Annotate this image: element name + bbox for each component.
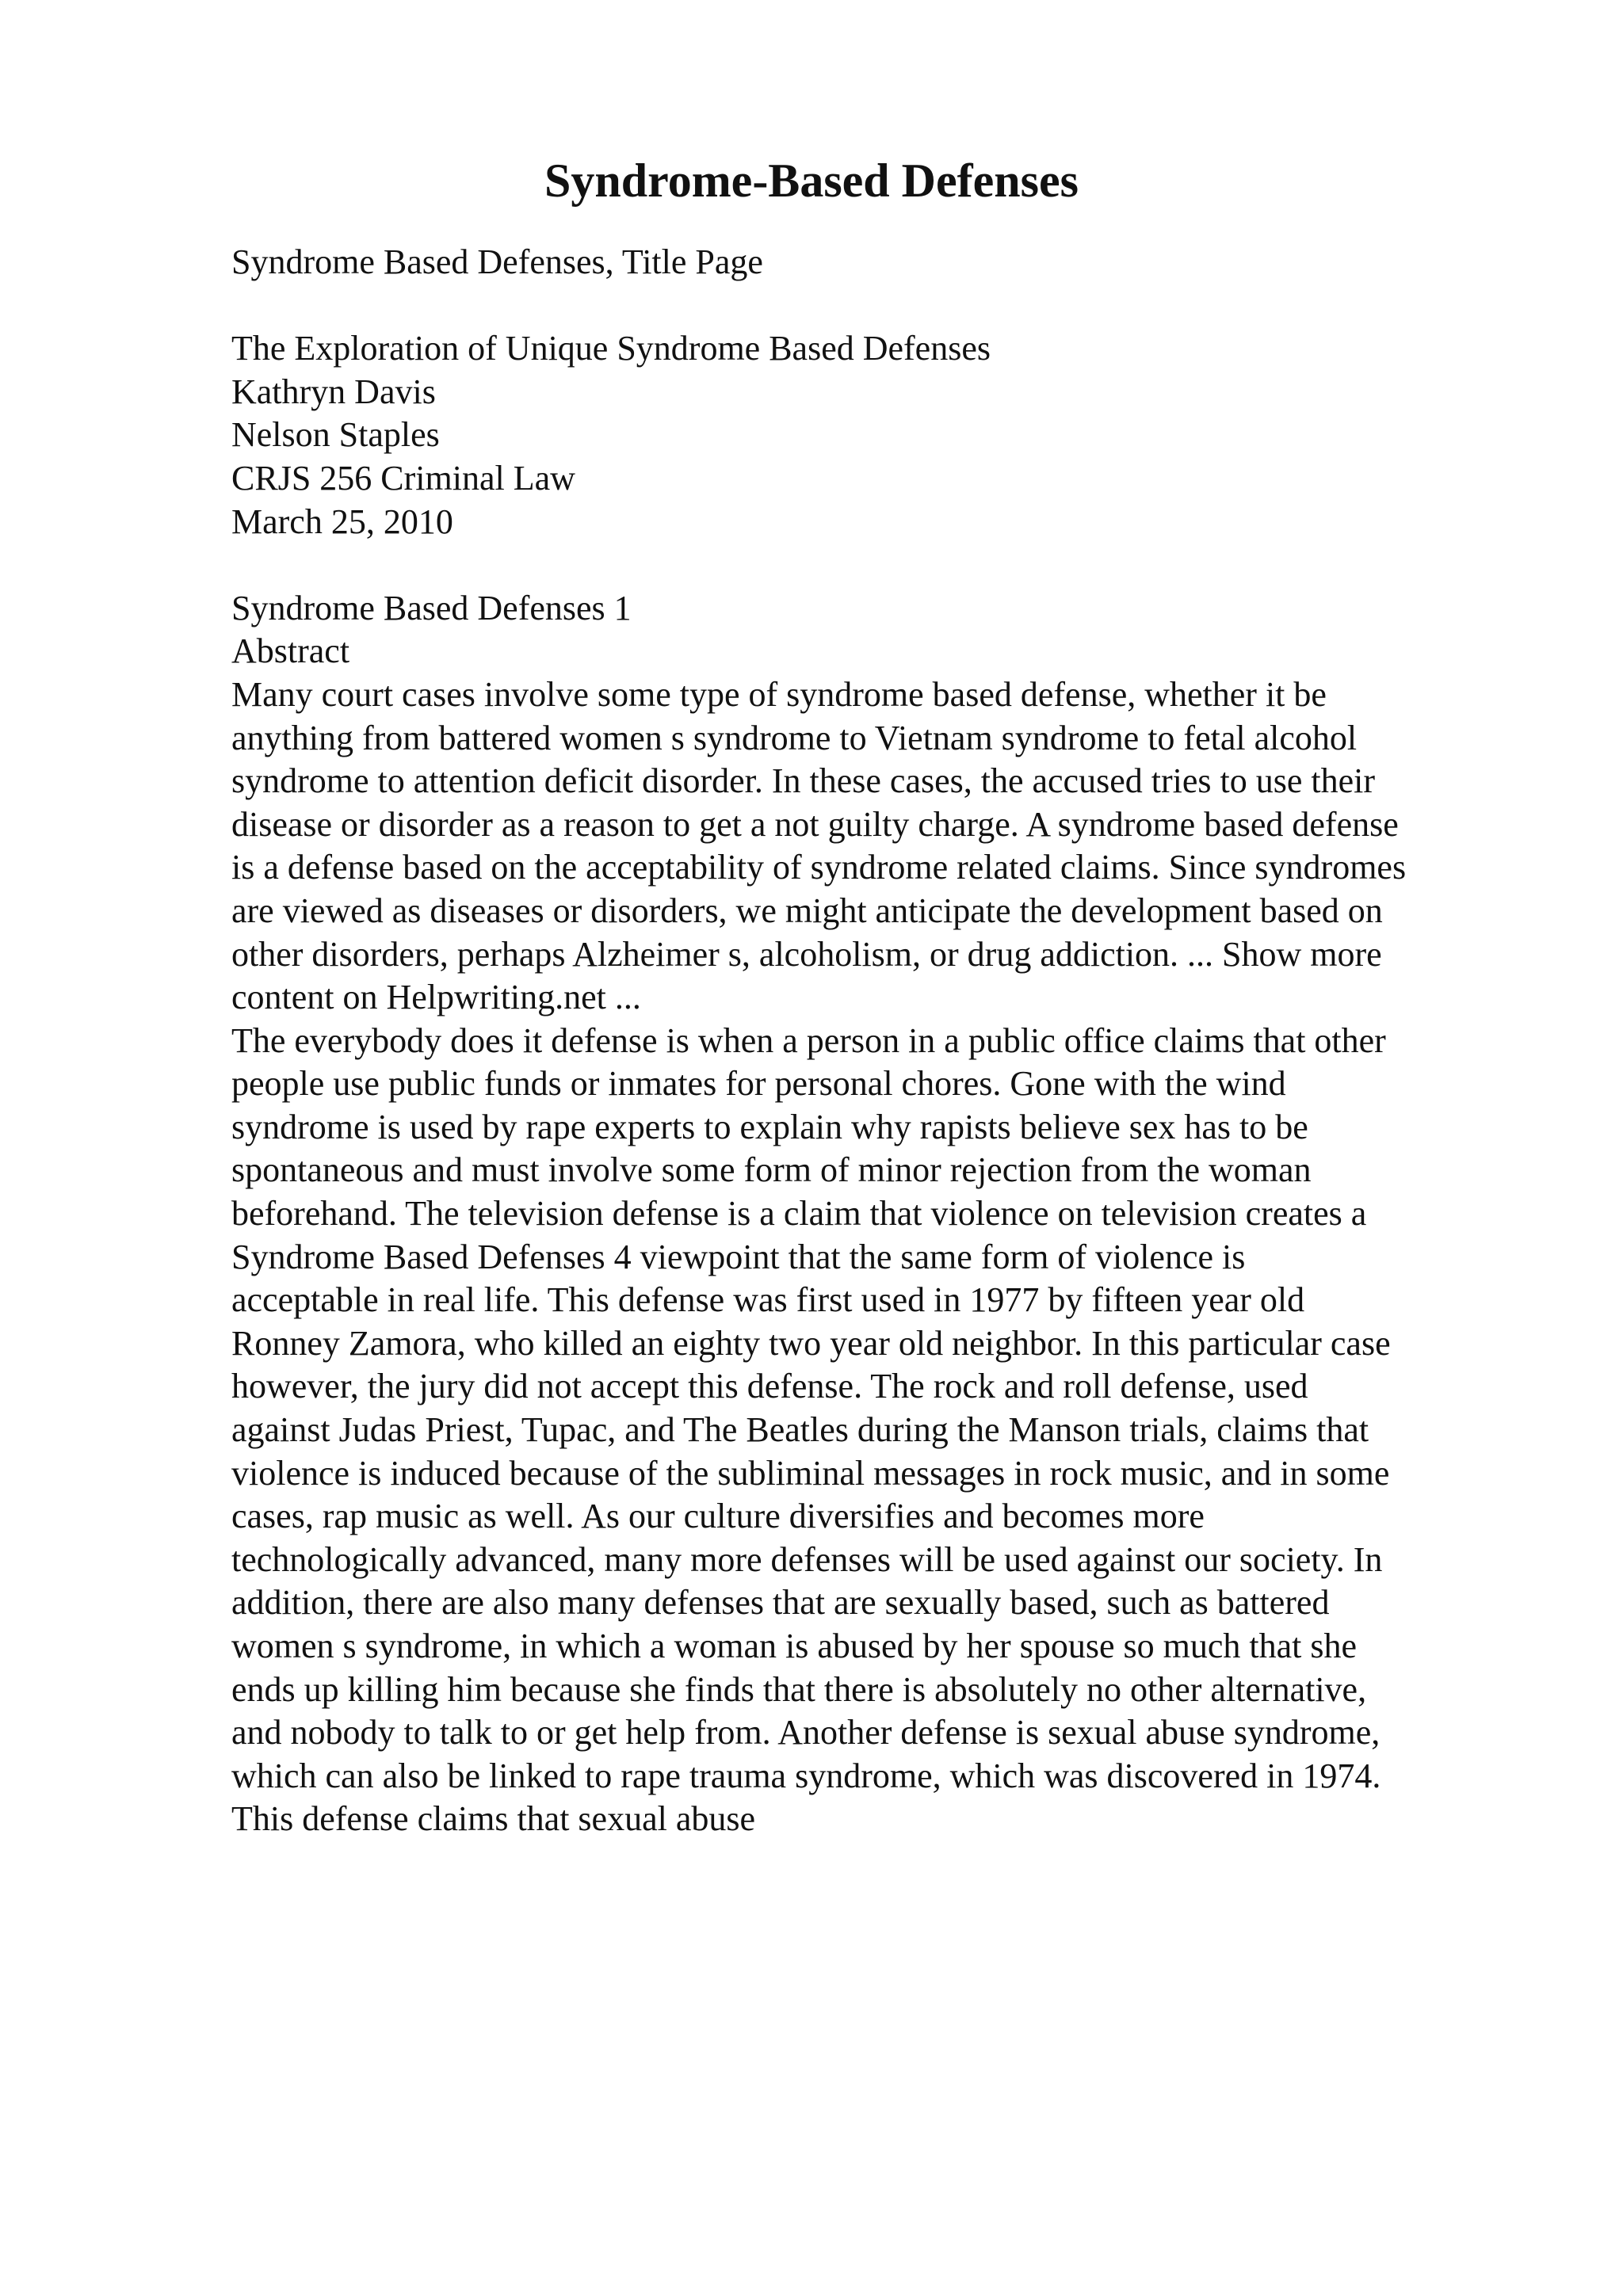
body-paragraph: The everybody does it defense is when a person in a public office claims that other people use public funds or inmates for personal chores. Gone with the wind syndrome is used by rape experts to explain why rapists believe sex has to be spontaneous and must involve some form of minor rejection from the woman beforehand. The television defense is a claim that violence on television creates a Syndrome Based Defenses 4 viewpoint that the same form of violence is acceptable in real life. This defense was first used in 1977 by fifteen year old Ronney Zamora, who killed an eighty two year old neighbor. In this particular case however, the jury did not accept this defense. The rock and roll defense, used against Judas Priest, Tupac, and The Beatles during the Manson trials, claims that violence is induced because of the subliminal messages in rock music, and in some cases, rap music as well. As our culture diversifies and becomes more technologically advanced, many more defenses will be used against our society. In addition, there are also many defenses that are sexually based, such as battered women s syndrome, in which a woman is abused by her spouse so much that she ends up killing him because she finds that there is absolutely no other alternative, and nobody to talk to or get help from. Another defense is sexual abuse syndrome, which can also be linked to rape trauma syndrome, which was discovered in 1974. This defense claims that sexual abuse — [231, 1020, 1391, 1839]
document-body — [231, 241, 1499, 1841]
page-header: Syndrome Based Defenses 1 — [231, 588, 632, 627]
abstract-paragraph: Many court cases involve some type of syndrome based defense, whether it be anything from battered women s syndrome to Vietnam syndrome to fetal alcohol syndrome to attention deficit disorder. In these cases, the accused tries to use their disease or disorder as a reason to get a not guilty charge. A syndrome based defense is a defense based on the acceptability of syndrome related claims. Since syndromes are viewed as diseases or disorders, we might anticipate the development based on other disorders, perhaps Alzheimer s, alcoholism, or drug addiction. ... Show more content on Helpwriting.net ... — [231, 674, 1407, 1017]
title-block: The Exploration of Unique Syndrome Based Defenses Kathryn Davis Nelson Staples CRJS 256 Criminal Law March 25, 2010 — [231, 329, 991, 541]
abstract-heading: Abstract — [231, 631, 350, 671]
document-title: Syndrome-Based Defenses — [544, 154, 1079, 207]
title-page-label: Syndrome Based Defenses, Title Page — [231, 242, 763, 281]
